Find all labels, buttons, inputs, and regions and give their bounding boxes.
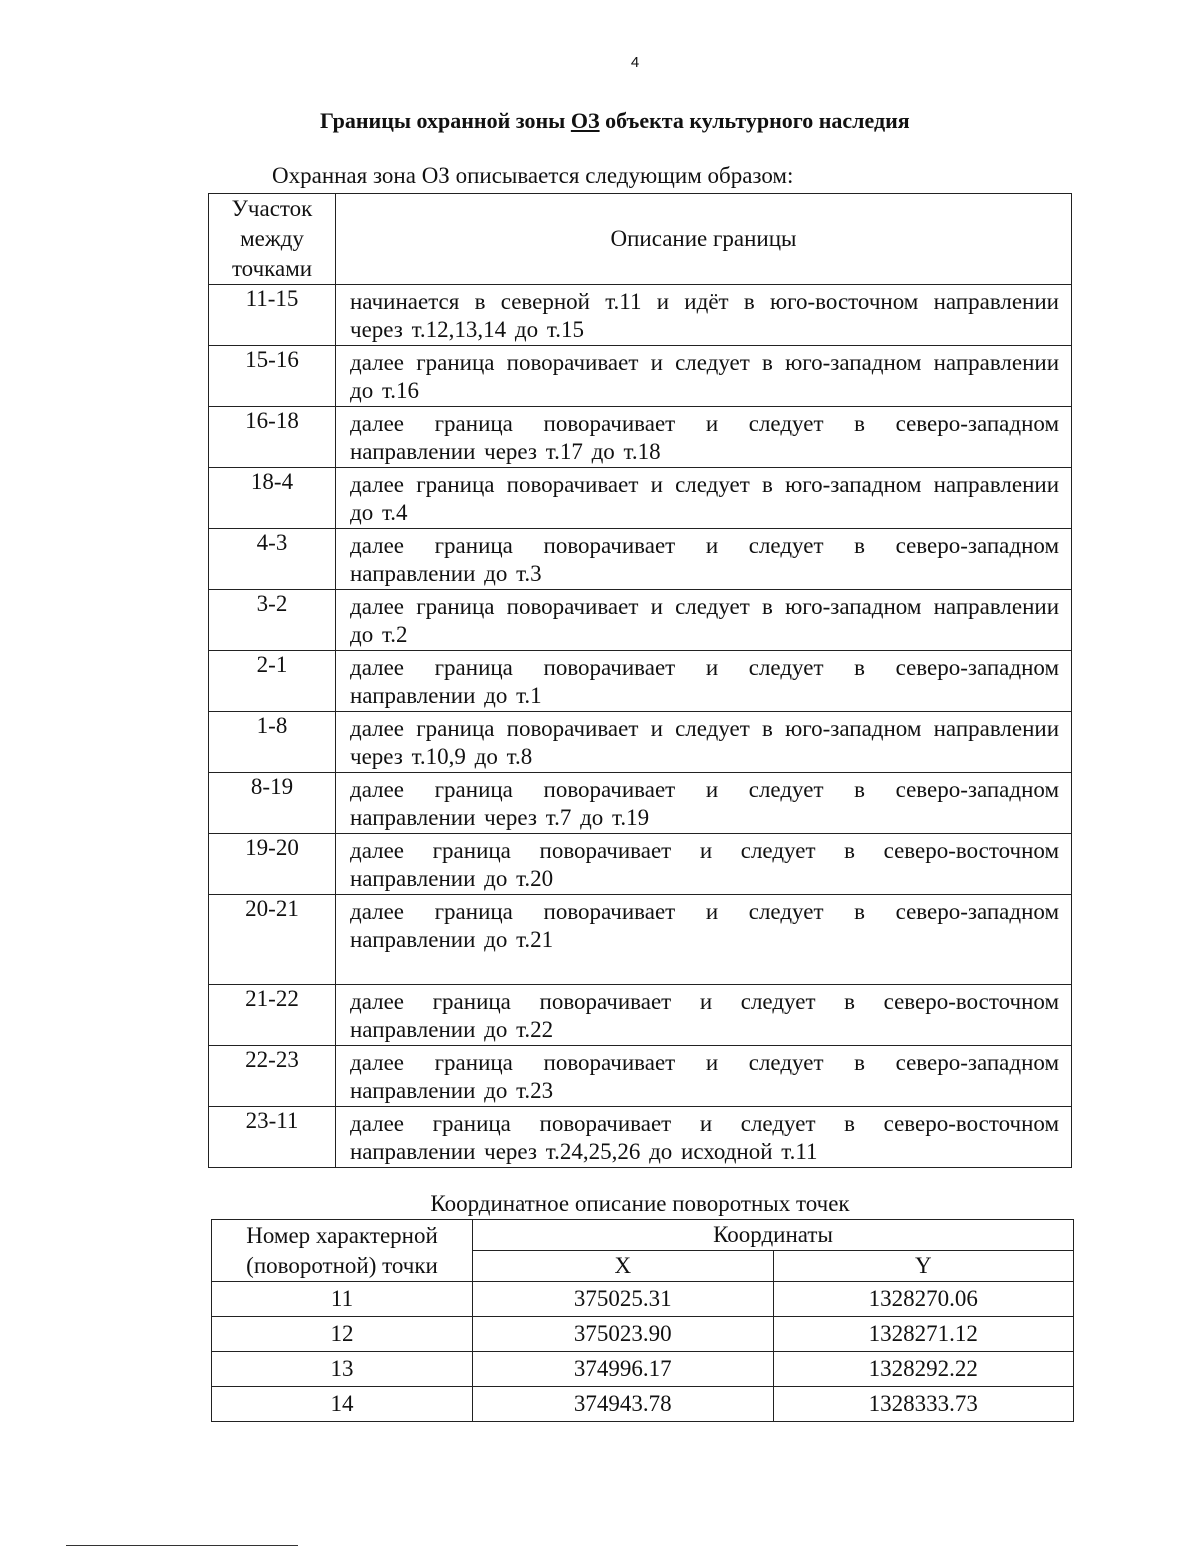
x-header: X (473, 1251, 774, 1282)
boundary-row (209, 590, 1072, 651)
description-cell: далее граница поворачивает и следует в северо-западном направлении до т.1 (336, 651, 1072, 712)
segment-cell: 8-19 (209, 773, 336, 834)
title-text-after: объекта культурного наследия (599, 108, 910, 133)
page-number: 4 (630, 54, 640, 71)
description-cell: далее граница поворачивает и следует в северо-восточном направлении до т.20 (336, 834, 1072, 895)
coordinates-title: Координатное описание поворотных точек (430, 1191, 850, 1216)
y-cell: 1328271.12 (773, 1317, 1074, 1352)
boundary-row (209, 773, 1072, 834)
segment-cell: 18-4 (209, 468, 336, 529)
coordinate-row (212, 1317, 1074, 1352)
y-cell: 1328292.22 (773, 1352, 1074, 1387)
boundary-row (209, 346, 1072, 407)
coordinates-header-row (212, 1220, 1074, 1251)
point-cell: 13 (212, 1352, 473, 1387)
intro-text: Охранная зона ОЗ описывается следующим образом: (272, 163, 794, 188)
description-cell: далее граница поворачивает и следует в северо-западном направлении до т.3 (336, 529, 1072, 590)
description-header: Описание границы (336, 194, 1072, 285)
boundary-table (208, 193, 1072, 1168)
y-cell: 1328270.06 (773, 1282, 1074, 1317)
boundary-row (209, 651, 1072, 712)
segment-header: Участок между точками (209, 194, 336, 285)
segment-cell: 2-1 (209, 651, 336, 712)
coordinate-row (212, 1387, 1074, 1422)
boundary-row (209, 985, 1072, 1046)
footnote-separator (66, 1545, 298, 1546)
segment-cell: 11-15 (209, 285, 336, 346)
description-cell: далее граница поворачивает и следует в юго-западном направлении до т.16 (336, 346, 1072, 407)
boundary-row (209, 712, 1072, 773)
description-cell: далее граница поворачивает и следует в юго-западном направлении до т.4 (336, 468, 1072, 529)
segment-cell: 1-8 (209, 712, 336, 773)
segment-cell: 4-3 (209, 529, 336, 590)
coordinates-header: Координаты (473, 1220, 1074, 1251)
boundary-row (209, 529, 1072, 590)
boundary-row (209, 1107, 1072, 1168)
y-header: Y (773, 1251, 1074, 1282)
boundary-row (209, 407, 1072, 468)
segment-cell: 20-21 (209, 895, 336, 985)
description-cell: далее граница поворачивает и следует в северо-западном направлении до т.23 (336, 1046, 1072, 1107)
description-cell: начинается в северной т.11 и идёт в юго-восточном направлении через т.12,13,14 до т.15 (336, 285, 1072, 346)
segment-cell: 3-2 (209, 590, 336, 651)
x-cell: 375023.90 (473, 1317, 774, 1352)
point-cell: 11 (212, 1282, 473, 1317)
coordinate-row (212, 1352, 1074, 1387)
segment-cell: 19-20 (209, 834, 336, 895)
boundary-row (209, 834, 1072, 895)
description-cell: далее граница поворачивает и следует в северо-западном направлении через т.7 до т.19 (336, 773, 1072, 834)
segment-cell: 16-18 (209, 407, 336, 468)
boundary-table-header (209, 194, 1072, 285)
description-cell: далее граница поворачивает и следует в северо-восточном направлении через т.24,25,26 до исходной т.11 (336, 1107, 1072, 1168)
x-cell: 374996.17 (473, 1352, 774, 1387)
description-cell: далее граница поворачивает и следует в юго-западном направлении до т.2 (336, 590, 1072, 651)
description-cell: далее граница поворачивает и следует в юго-западном направлении через т.10,9 до т.8 (336, 712, 1072, 773)
point-number-header: Номер характерной (поворотной) точки (212, 1220, 473, 1282)
x-cell: 375025.31 (473, 1282, 774, 1317)
boundary-row (209, 895, 1072, 985)
document-title (320, 108, 1040, 134)
segment-cell: 21-22 (209, 985, 336, 1046)
description-cell: далее граница поворачивает и следует в северо-западном направлении до т.21 (336, 895, 1072, 985)
boundary-row (209, 285, 1072, 346)
title-text-before: Границы охранной зоны (320, 108, 571, 133)
point-cell: 12 (212, 1317, 473, 1352)
title-underlined-zone: ОЗ (570, 108, 600, 133)
x-cell: 374943.78 (473, 1387, 774, 1422)
segment-cell: 23-11 (209, 1107, 336, 1168)
y-cell: 1328333.73 (773, 1387, 1074, 1422)
point-cell: 14 (212, 1387, 473, 1422)
boundary-row (209, 468, 1072, 529)
boundary-row (209, 1046, 1072, 1107)
coordinate-row (212, 1282, 1074, 1317)
description-cell: далее граница поворачивает и следует в северо-восточном направлении до т.22 (336, 985, 1072, 1046)
segment-cell: 22-23 (209, 1046, 336, 1107)
coordinates-table (211, 1219, 1074, 1422)
description-cell: далее граница поворачивает и следует в северо-западном направлении через т.17 до т.18 (336, 407, 1072, 468)
segment-cell: 15-16 (209, 346, 336, 407)
